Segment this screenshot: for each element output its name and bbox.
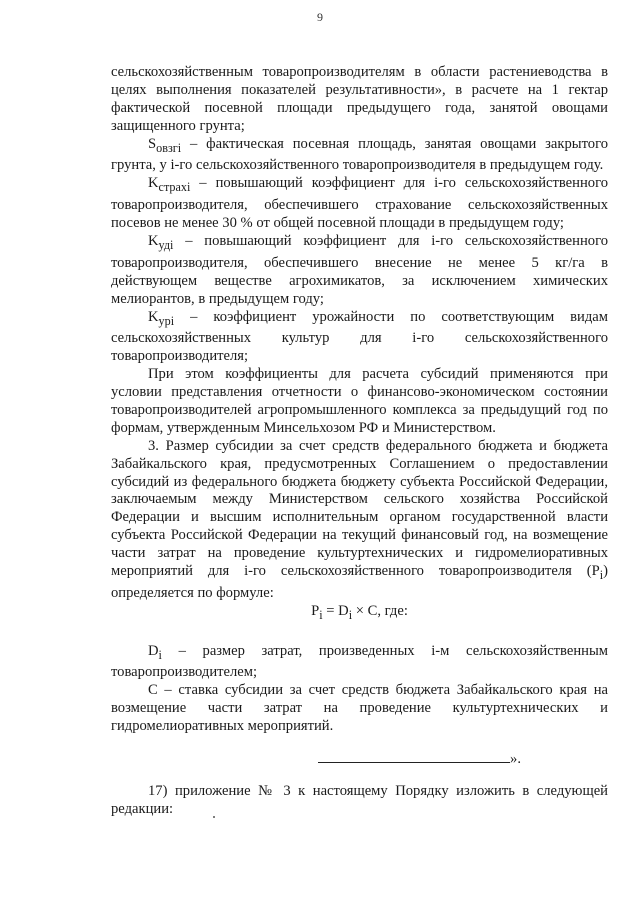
paragraph-section-3-end: ) определяется по формуле: [111,563,608,601]
formula-p-subscript: i [319,607,323,622]
paragraph-d [111,643,608,683]
page-number: 9 [317,10,323,24]
paragraph-s-ovzg-text: – фактическая посевная площадь, занятая овощами закрытого грунта, у i-го сельскохозяйственного товаропроизводителя в предыдущем году. [111,135,608,174]
signature-rule [318,750,510,763]
paragraph-k-strakh [111,175,608,233]
paragraph-continuation: сельскохозяйственным товаропроизводителям в области растениеводства в целях выполнения показателей результативности», в расчете на 1 гектар фактической посевной площади предыдущего года, занятой овощами защищенного грунта; [111,64,608,134]
spacer [111,736,608,750]
symbol-k-ur-subscript: урi [158,313,175,328]
formula [111,603,608,625]
symbol-k-strakh: K [148,175,159,192]
spacer [111,769,608,783]
closing-suffix: ». [510,751,521,768]
symbol-d-subscript: i [158,647,162,662]
symbol-k-strakh-subscript: страхi [158,180,191,195]
formula-p: P [311,602,320,619]
paragraph-section-3 [111,438,608,603]
closing-line [111,750,608,769]
formula-d-subscript: i [348,607,353,622]
paragraph-k-ur-text: – коэффициент урожайности по соответствующим видам сельскохозяйственных культур для i-го сельскохозяйственного товаропроизводителя; [111,308,608,365]
paragraph-k-ur [111,309,608,367]
paragraph-c-rate: C – ставка субсидии за счет средств бюджета Забайкальского края на возмещение части затрат на проведение культуртехнических и гидромелиоративных мероприятий. [111,682,608,735]
paragraph-k-strakh-text: – повышающий коэффициент для i-го сельскохозяйственного товаропроизводителя, обеспечившего страхование сельскохозяйственных посевов не менее 30 % от общей посевной площади в предыдущем году; [111,175,608,232]
formula-end: × C, где: [352,602,408,619]
paragraph-coefficients-condition: При этом коэффициенты для расчета субсидий применяются при условии представления отчетности о финансово-экономическом состоянии товаропроизводителей агропромышленного комплекса за предыдущий год по формам, утвержденным Минсельхозом РФ и Министерством. [111,366,608,436]
document-body [111,64,608,819]
symbol-k-ud: K [148,232,159,249]
symbol-k-ud-subscript: удi [158,237,174,252]
paragraph-section-3-text: 3. Размер субсидии за счет средств федерального бюджета и бюджета Забайкальского края, предусмотренных Соглашением о предоставлении субсидий из федерального бюджета бюджету субъекта Российской Федерации, заключаемым между Министерством сельского хозяйства Российской Федерации и высшим исполнительным органом государственной власти субъекта Российской Федерации на текущий финансовый год, на возмещение части затрат на проведение культуртехнических и гидромелиоративных мероприятий для i-го сельскохозяйственного товаропроизводителя (P [111,437,608,580]
scan-speck [213,816,215,818]
symbol-d: D [148,642,159,659]
formula-mid: = D [322,602,349,619]
symbol-s-subscript: овзгi [156,140,182,155]
spacer [111,625,608,643]
paragraph-k-ud-text: – повышающий коэффициент для i-го сельскохозяйственного товаропроизводителя, обеспечившего внесение не менее 5 кг/га в действующем веществе агрохимикатов, за исключением химических мелиорантов, в предыдущем году; [111,232,608,307]
paragraph-d-text: – размер затрат, произведенных i-м сельскохозяйственным товаропроизводителем; [111,642,608,681]
paragraph-item-17: 17) приложение № 3 к настоящему Порядку изложить в следующей редакции: [111,782,608,817]
paragraph-k-ud [111,233,608,309]
paragraph-s-ovzg [111,136,608,176]
symbol-k-ur: K [148,308,159,325]
symbol-s: S [148,135,157,152]
symbol-p-subscript: i [599,568,604,582]
